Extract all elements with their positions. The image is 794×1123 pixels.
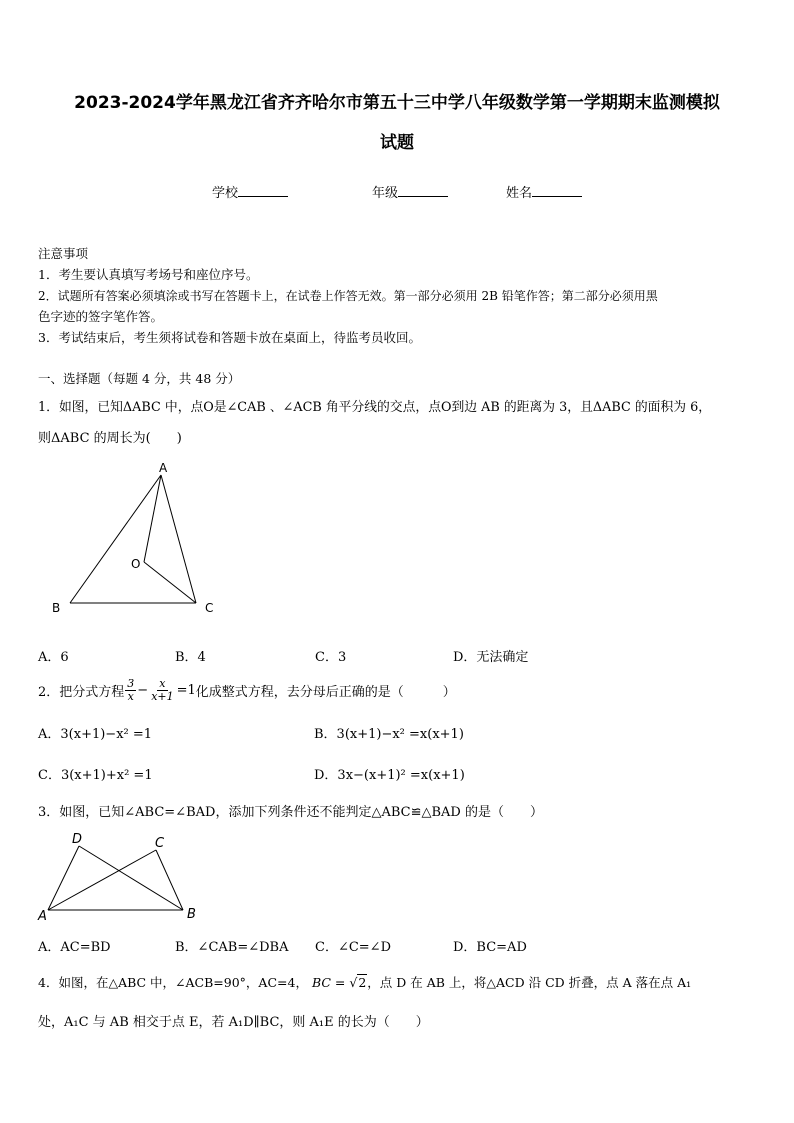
edge-ac (161, 475, 196, 603)
q1-option-b[interactable]: B．4 (175, 650, 206, 665)
q3-stem: 3．如图，已知∠ABC=∠BAD，添加下列条件还不能判定△ABC≌△BAD 的是（ ） (38, 805, 543, 820)
q4-sqrt-radicand: 2 (358, 975, 367, 990)
q4-stem-pre: 4．如图，在△ABC 中，∠ACB=90°，AC=4， (38, 975, 308, 990)
school-label: 学校 (212, 186, 239, 201)
name-label: 姓名 (506, 186, 533, 201)
segment-cb (156, 850, 183, 910)
q1-option-d[interactable]: D．无法确定 (453, 650, 529, 665)
label-a: A (159, 461, 168, 475)
q2-fraction-2 (149, 678, 175, 703)
label-b: B (52, 601, 61, 615)
q2-option-a[interactable]: A．3(x+1)−x² =1 (38, 727, 153, 742)
q3-quadrilateral-figure (34, 828, 214, 923)
edge-ab (70, 475, 161, 603)
q4-stem-post: ，点 D 在 AB 上，将△ACD 沿 CD 折叠，点 A 落在点 A₁ (367, 975, 692, 990)
q1-triangle-figure (40, 458, 230, 623)
q3-option-d[interactable]: D．BC=AD (453, 940, 527, 955)
segment-oc (144, 562, 196, 603)
q1-stem-line2: 则ΔABC 的周长为( ) (38, 431, 182, 446)
notice-item-3: 3．考试结束后，考生须将试卷和答题卡放在桌面上，待监考员收回。 (38, 330, 421, 345)
label-b: B (187, 907, 196, 922)
notice-item-2b: 色字迹的签字笔作答。 (38, 309, 164, 324)
grade-label: 年级 (372, 186, 399, 201)
q2-fraction-1 (125, 678, 136, 703)
label-a: A (38, 909, 47, 923)
grade-blank (398, 184, 448, 197)
notice-item-1: 1．考生要认真填写考场号和座位序号。 (38, 267, 259, 282)
q2-f1-numerator: 3 (127, 676, 135, 690)
q1-stem-line1: 1．如图，已知ΔABC 中，点O是∠CAB 、∠ACB 角平分线的交点，点O到边 AB 的距离为 3，且ΔABC 的面积为 6， (38, 400, 712, 415)
q2-stem (38, 672, 456, 708)
section-heading: 一、选择题（每题 4 分，共 48 分） (38, 371, 241, 386)
q3-option-a[interactable]: A．AC=BD (38, 940, 111, 955)
segment-ac (48, 850, 156, 910)
name-blank (532, 184, 582, 197)
q2-f2-denominator: x+1 (151, 689, 174, 703)
q1-option-a[interactable]: A．6 (38, 650, 69, 665)
label-c: C (155, 836, 165, 851)
name-field (506, 182, 582, 201)
q4-stem-line2: 处，A₁C 与 AB 相交于点 E，若 A₁D∥BC，则 A₁E 的长为（ ） (38, 1015, 429, 1030)
q2-stem-pre: 2．把分式方程 (38, 684, 125, 700)
exam-title-line1: 2023-2024学年黑龙江省齐齐哈尔市第五十三中学八年级数学第一学期期末监测模拟 (74, 93, 720, 113)
label-o: O (131, 557, 141, 571)
q2-option-c[interactable]: C．3(x+1)+x² =1 (38, 768, 153, 783)
school-field (212, 182, 288, 201)
label-d: D (72, 832, 83, 847)
q2-option-d[interactable]: D．3x−(x+1)² =x(x+1) (314, 768, 465, 783)
segment-ao (144, 475, 161, 562)
q2-minus: − (137, 682, 149, 698)
q2-equals: =1 (176, 682, 196, 698)
q2-f2-numerator: x (159, 676, 166, 690)
q4-stem-line1 (38, 973, 691, 991)
notice-item-2a: 2．试题所有答案必须填涂或书写在答题卡上，在试卷上作答无效。第一部分必须用 2B 铅笔作答；第二部分必须用黑 (38, 289, 658, 303)
segment-ad (48, 846, 79, 910)
q3-option-b[interactable]: B．∠CAB=∠DBA (175, 940, 289, 955)
q3-option-c[interactable]: C．∠C=∠D (315, 940, 391, 955)
grade-field (372, 182, 448, 201)
q2-stem-post: 化成整式方程，去分母后正确的是（ ） (195, 684, 456, 700)
exam-title-line2: 试题 (380, 133, 414, 153)
q1-option-c[interactable]: C．3 (315, 650, 347, 665)
q2-f1-denominator: x (127, 689, 134, 703)
school-blank (238, 184, 288, 197)
segment-db (79, 846, 183, 910)
q4-bc-label: BC = (311, 975, 346, 990)
q2-option-b[interactable]: B．3(x+1)−x² =x(x+1) (314, 727, 464, 742)
notice-heading: 注意事项 (38, 246, 89, 261)
q4-sqrt: √2 (349, 975, 367, 990)
label-c: C (205, 601, 214, 615)
